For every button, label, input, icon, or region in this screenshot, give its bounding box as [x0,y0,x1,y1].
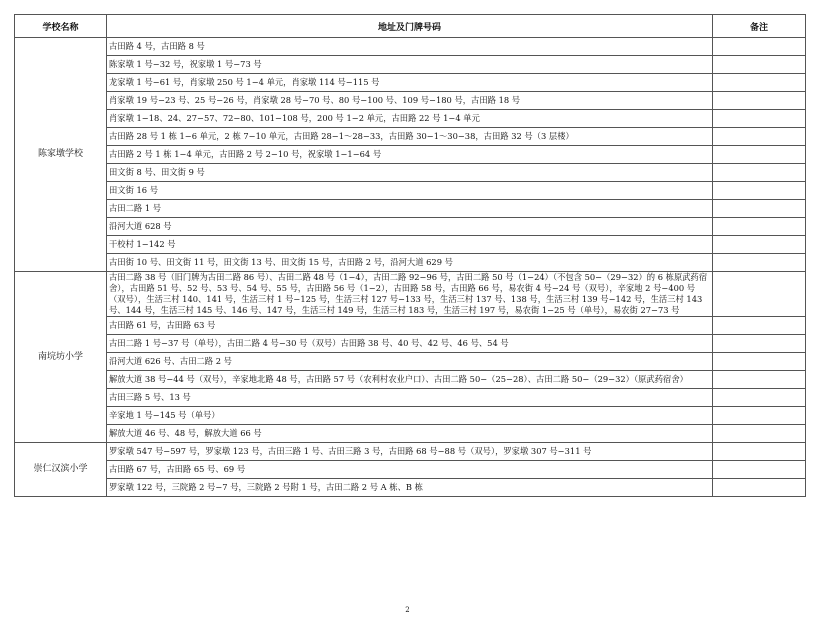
note-cell [713,92,806,110]
table-row [15,128,806,146]
address-cell: 古田路 67 号，古田路 65 号、69 号 [107,461,713,479]
page-number: 2 [405,606,410,614]
address-cell: 罗家墩 547 号−597 号，罗家墩 123 号，古田三路 1 号、古田三路 3 号，古田路 68 号−88 号（双号），罗家墩 307 号−311 号 [107,443,713,461]
table-row [15,200,806,218]
school-name-cell: 陈家墩学校 [15,38,107,272]
note-cell [713,236,806,254]
note-cell [713,407,806,425]
table-row [15,74,806,92]
address-cell: 田文街 16 号 [107,182,713,200]
table-row [15,407,806,425]
note-cell [713,128,806,146]
note-cell [713,389,806,407]
address-cell: 古田路 4 号，古田路 8 号 [107,38,713,56]
note-cell [713,164,806,182]
school-name-cell: 南垸坊小学 [15,272,107,443]
address-cell: 古田路 28 号 1 栋 1−6 单元，2 栋 7−10 单元，古田路 28−1～28−33，古田路 30−1～30−38，古田路 32 号（3 层楼） [107,128,713,146]
note-cell [713,335,806,353]
table-row [15,218,806,236]
address-cell: 干校村 1−142 号 [107,236,713,254]
table-row [15,479,806,497]
address-cell: 沿河大道 628 号 [107,218,713,236]
address-cell: 陈家墩 1 号−32 号，祝家墩 1 号−73 号 [107,56,713,74]
address-cell: 古田二路 38 号（旧门牌为古田二路 86 号）、古田二路 48 号（1−4），古田二路 92−96 号，古田二路 50 号（1−24）（不包含 50−（29−32）的 6 栋原武药宿舍），古田路 51 号、52 号、53 号、54 号、55 号，古田路 56 号（1−2），古田路 58 号，古田路 66 号，易农街 4 号−24 号（双号），辛家地 2 号−400 号（双号），生活三村 140、141 号，生活三村 1 号−125 号，生活三村 127 号−133 号，生活三村 137 号、138 号，生活三村 139 号−142 号，生活三村 143 号、144 号，生活三村 145 号、146 号、147 号，生活三村 149 号，生活三村 183 号，生活三村 197 号，易农街 1−25 号（单号），易农街 27−73 号 [107,272,713,317]
address-cell: 肖家墩 1−18、24、27−57、72−80、101−108 号，200 号 1−2 单元，古田路 22 号 1−4 单元 [107,110,713,128]
header-address: 地址及门牌号码 [107,15,713,38]
table-row [15,92,806,110]
note-cell [713,38,806,56]
table-row [15,272,806,317]
table-row [15,317,806,335]
address-cell: 辛家地 1 号−145 号（单号） [107,407,713,425]
note-cell [713,353,806,371]
address-cell: 古田街 10 号、田文街 11 号，田文街 13 号、田文街 15 号，古田路 2 号，沿河大道 629 号 [107,254,713,272]
header-note: 备注 [713,15,806,38]
table-row [15,110,806,128]
note-cell [713,461,806,479]
address-cell: 古田三路 5 号、13 号 [107,389,713,407]
address-cell: 田文街 8 号、田文街 9 号 [107,164,713,182]
address-cell: 肖家墩 19 号−23 号、25 号−26 号，肖家墩 28 号−70 号、80 号−100 号、109 号−180 号，古田路 18 号 [107,92,713,110]
table-row [15,254,806,272]
note-cell [713,479,806,497]
table-row [15,425,806,443]
table-row [15,389,806,407]
header-row [15,15,806,38]
note-cell [713,56,806,74]
note-cell [713,371,806,389]
address-cell: 沿河大道 626 号、古田二路 2 号 [107,353,713,371]
note-cell [713,200,806,218]
note-cell [713,443,806,461]
note-cell [713,74,806,92]
address-cell: 龙家墩 1 号−61 号，肖家墩 250 号 1−4 单元，肖家墩 114 号−115 号 [107,74,713,92]
table-row [15,56,806,74]
table-row [15,236,806,254]
school-address-table [14,14,806,497]
table-row [15,182,806,200]
note-cell [713,218,806,236]
table-row [15,164,806,182]
table-row [15,371,806,389]
address-cell: 罗家墩 122 号，三院路 2 号−7 号，三院路 2 号附 1 号，古田二路 2 号 A 栋、B 栋 [107,479,713,497]
school-name-cell: 崇仁汉滨小学 [15,443,107,497]
header-school-name: 学校名称 [15,15,107,38]
note-cell [713,146,806,164]
address-cell: 古田路 2 号 1 栋 1−4 单元，古田路 2 号 2−10 号，祝家墩 1−1−64 号 [107,146,713,164]
address-cell: 解放大道 38 号−44 号（双号），辛家地北路 48 号，古田路 57 号（农利村农业户口）、古田二路 50−（25−28）、古田二路 50−（29−32）（原武药宿舍） [107,371,713,389]
table-row [15,335,806,353]
address-cell: 古田路 61 号，古田路 63 号 [107,317,713,335]
note-cell [713,254,806,272]
table-row [15,146,806,164]
table-row [15,443,806,461]
address-cell: 古田二路 1 号−37 号（单号），古田二路 4 号−30 号（双号）古田路 38 号、40 号、42 号、46 号、54 号 [107,335,713,353]
note-cell [713,110,806,128]
table-row [15,38,806,56]
address-cell: 古田二路 1 号 [107,200,713,218]
table-row [15,461,806,479]
note-cell [713,317,806,335]
address-cell: 解放大道 46 号、48 号，解放大道 66 号 [107,425,713,443]
table-row [15,353,806,371]
note-cell [713,425,806,443]
note-cell [713,182,806,200]
note-cell [713,272,806,317]
